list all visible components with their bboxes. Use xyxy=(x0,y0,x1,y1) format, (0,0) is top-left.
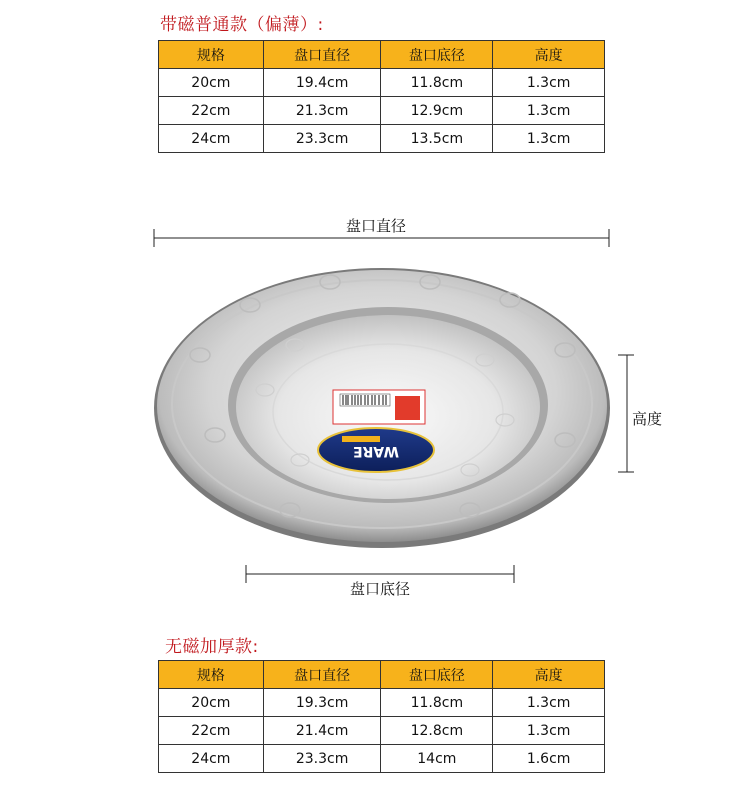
header-spec: 规格 xyxy=(159,661,264,689)
cell-spec: 20cm xyxy=(159,689,264,717)
cell-height: 1.3cm xyxy=(493,69,605,97)
cell-base-diameter: 12.8cm xyxy=(381,717,493,745)
cell-base-diameter: 11.8cm xyxy=(381,69,493,97)
table-row xyxy=(159,689,605,717)
height-label: 高度 xyxy=(632,410,663,428)
rim-diameter-label: 盘口直径 xyxy=(346,217,407,235)
plate-image xyxy=(154,268,610,548)
cell-base-diameter: 12.9cm xyxy=(381,97,493,125)
cell-spec: 20cm xyxy=(159,69,264,97)
section-title-magnetic: 带磁普通款（偏薄）: xyxy=(160,15,324,35)
cell-spec: 24cm xyxy=(159,745,264,773)
cell-height: 1.3cm xyxy=(493,717,605,745)
section-title-thick: 无磁加厚款: xyxy=(165,637,259,657)
cell-height: 1.3cm xyxy=(493,689,605,717)
header-rim-diameter: 盘口直径 xyxy=(263,41,381,69)
cell-height: 1.3cm xyxy=(493,125,605,153)
cell-rim-diameter: 21.4cm xyxy=(263,717,381,745)
table-row xyxy=(159,745,605,773)
header-height: 高度 xyxy=(493,661,605,689)
cell-spec: 24cm xyxy=(159,125,264,153)
cell-rim-diameter: 21.3cm xyxy=(263,97,381,125)
header-base-diameter: 盘口底径 xyxy=(381,661,493,689)
header-spec: 规格 xyxy=(159,41,264,69)
cell-rim-diameter: 19.4cm xyxy=(263,69,381,97)
cell-rim-diameter: 23.3cm xyxy=(263,125,381,153)
cell-height: 1.3cm xyxy=(493,97,605,125)
cell-height: 1.6cm xyxy=(493,745,605,773)
cell-base-diameter: 13.5cm xyxy=(381,125,493,153)
header-rim-diameter: 盘口直径 xyxy=(263,661,381,689)
sticker-text: WARE xyxy=(353,443,399,459)
cell-rim-diameter: 23.3cm xyxy=(263,745,381,773)
header-base-diameter: 盘口底径 xyxy=(381,41,493,69)
header-height: 高度 xyxy=(493,41,605,69)
table-row xyxy=(159,717,605,745)
cell-spec: 22cm xyxy=(159,717,264,745)
cell-base-diameter: 11.8cm xyxy=(381,689,493,717)
cell-rim-diameter: 19.3cm xyxy=(263,689,381,717)
base-diameter-label: 盘口底径 xyxy=(350,580,411,598)
table-header-row xyxy=(159,661,605,689)
cell-spec: 22cm xyxy=(159,97,264,125)
cell-base-diameter: 14cm xyxy=(381,745,493,773)
spec-table-thick xyxy=(158,660,605,773)
